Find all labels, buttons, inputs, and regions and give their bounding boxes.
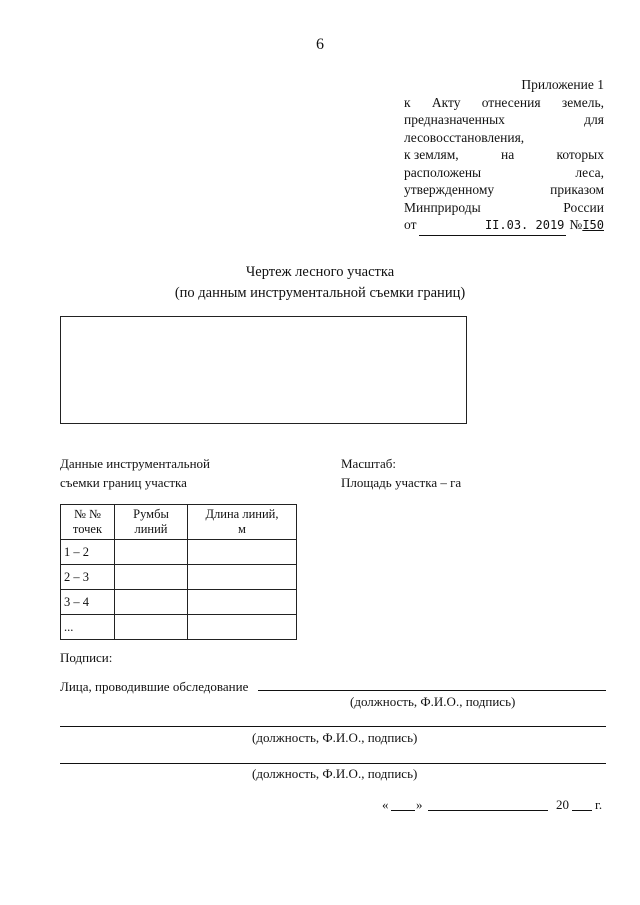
survey-label-line: Данные инструментальной <box>60 456 210 471</box>
header-text: м <box>238 522 246 536</box>
drawing-subtitle: (по данным инструментальной съемки границ) <box>174 285 466 301</box>
appendix-word: которых <box>556 147 604 162</box>
survey-table <box>60 504 297 640</box>
table-cell: 3 – 4 <box>61 590 115 615</box>
table-cell <box>115 565 188 590</box>
appendix-line <box>404 94 604 112</box>
year-line <box>572 810 592 811</box>
scale-area-block <box>341 454 461 492</box>
number-sign: № <box>569 217 583 232</box>
survey-data-label <box>60 454 210 492</box>
appendix-word: предназначенных <box>404 112 505 127</box>
appendix-line: лесовосстановления, <box>404 129 525 145</box>
year-prefix: 20 <box>556 797 569 812</box>
header-text: точек <box>72 522 103 536</box>
header-bearings <box>115 505 188 540</box>
appendix-word: земель, <box>561 94 604 110</box>
order-date-line <box>404 216 604 236</box>
appendix-word: к землям, <box>404 147 459 162</box>
signature-caption: (должность, Ф.И.О., подпись) <box>252 766 418 781</box>
day-line <box>391 810 415 811</box>
table-cell <box>188 540 297 565</box>
table-cell <box>115 540 188 565</box>
table-header-row <box>61 505 297 540</box>
appendix-line <box>404 111 604 129</box>
drawing-title: Чертеж лесного участка <box>245 264 395 280</box>
appendix-line <box>404 164 604 182</box>
month-line <box>428 810 548 811</box>
appendix-note <box>404 76 604 236</box>
appendix-line <box>404 199 604 217</box>
header-text: Длина линий, <box>205 507 279 521</box>
area-label: Площадь участка – га <box>341 475 462 490</box>
signatures-heading: Подписи: <box>60 650 113 665</box>
signature-line <box>258 690 606 691</box>
appendix-word: утвержденному <box>404 182 495 197</box>
appendix-word: Минприроды <box>404 199 481 215</box>
table-row <box>61 615 297 640</box>
appendix-word: к <box>404 94 411 110</box>
inspectors-label: Лица, проводившие обследование <box>60 679 249 694</box>
table-row <box>61 565 297 590</box>
appendix-word: леса, <box>575 164 604 180</box>
table-cell <box>188 590 297 615</box>
order-number: I50 <box>582 218 604 232</box>
page-number: 6 <box>316 36 324 53</box>
scale-label: Масштаб: <box>341 456 396 471</box>
table-cell: 1 – 2 <box>61 540 115 565</box>
date-close-quote: » <box>416 797 423 812</box>
appendix-word: на <box>500 147 515 162</box>
table-cell: ... <box>61 615 115 640</box>
header-text: линий <box>134 522 168 536</box>
table-cell <box>188 615 297 640</box>
table-cell: 2 – 3 <box>61 565 115 590</box>
order-date: II.03. 2019 <box>419 217 566 236</box>
appendix-word: приказом <box>550 182 604 197</box>
appendix-word: расположены <box>404 164 482 180</box>
signature-caption: (должность, Ф.И.О., подпись) <box>350 694 516 709</box>
header-text: Румбы <box>133 507 169 521</box>
survey-label-line: съемки границ участка <box>60 475 187 490</box>
signature-caption: (должность, Ф.И.О., подпись) <box>252 730 418 745</box>
signature-line <box>60 763 606 764</box>
date-block <box>382 795 608 815</box>
header-points <box>61 505 115 540</box>
table-row <box>61 590 297 615</box>
appendix-word: отнесения <box>481 94 541 110</box>
date-prefix: от <box>404 217 417 232</box>
appendix-line <box>404 181 604 199</box>
appendix-line <box>404 146 604 164</box>
table-cell <box>188 565 297 590</box>
table-cell <box>115 590 188 615</box>
appendix-title: Приложение 1 <box>521 77 604 92</box>
header-text: № № <box>74 507 101 521</box>
header-length <box>188 505 297 540</box>
table-cell <box>115 615 188 640</box>
signature-line <box>60 726 606 727</box>
appendix-word: для <box>584 112 604 127</box>
table-row <box>61 540 297 565</box>
year-suffix: г. <box>595 797 603 812</box>
date-open-quote: « <box>382 797 389 812</box>
drawing-area <box>60 316 467 424</box>
appendix-word: Акту <box>431 94 461 110</box>
appendix-word: России <box>563 199 604 215</box>
